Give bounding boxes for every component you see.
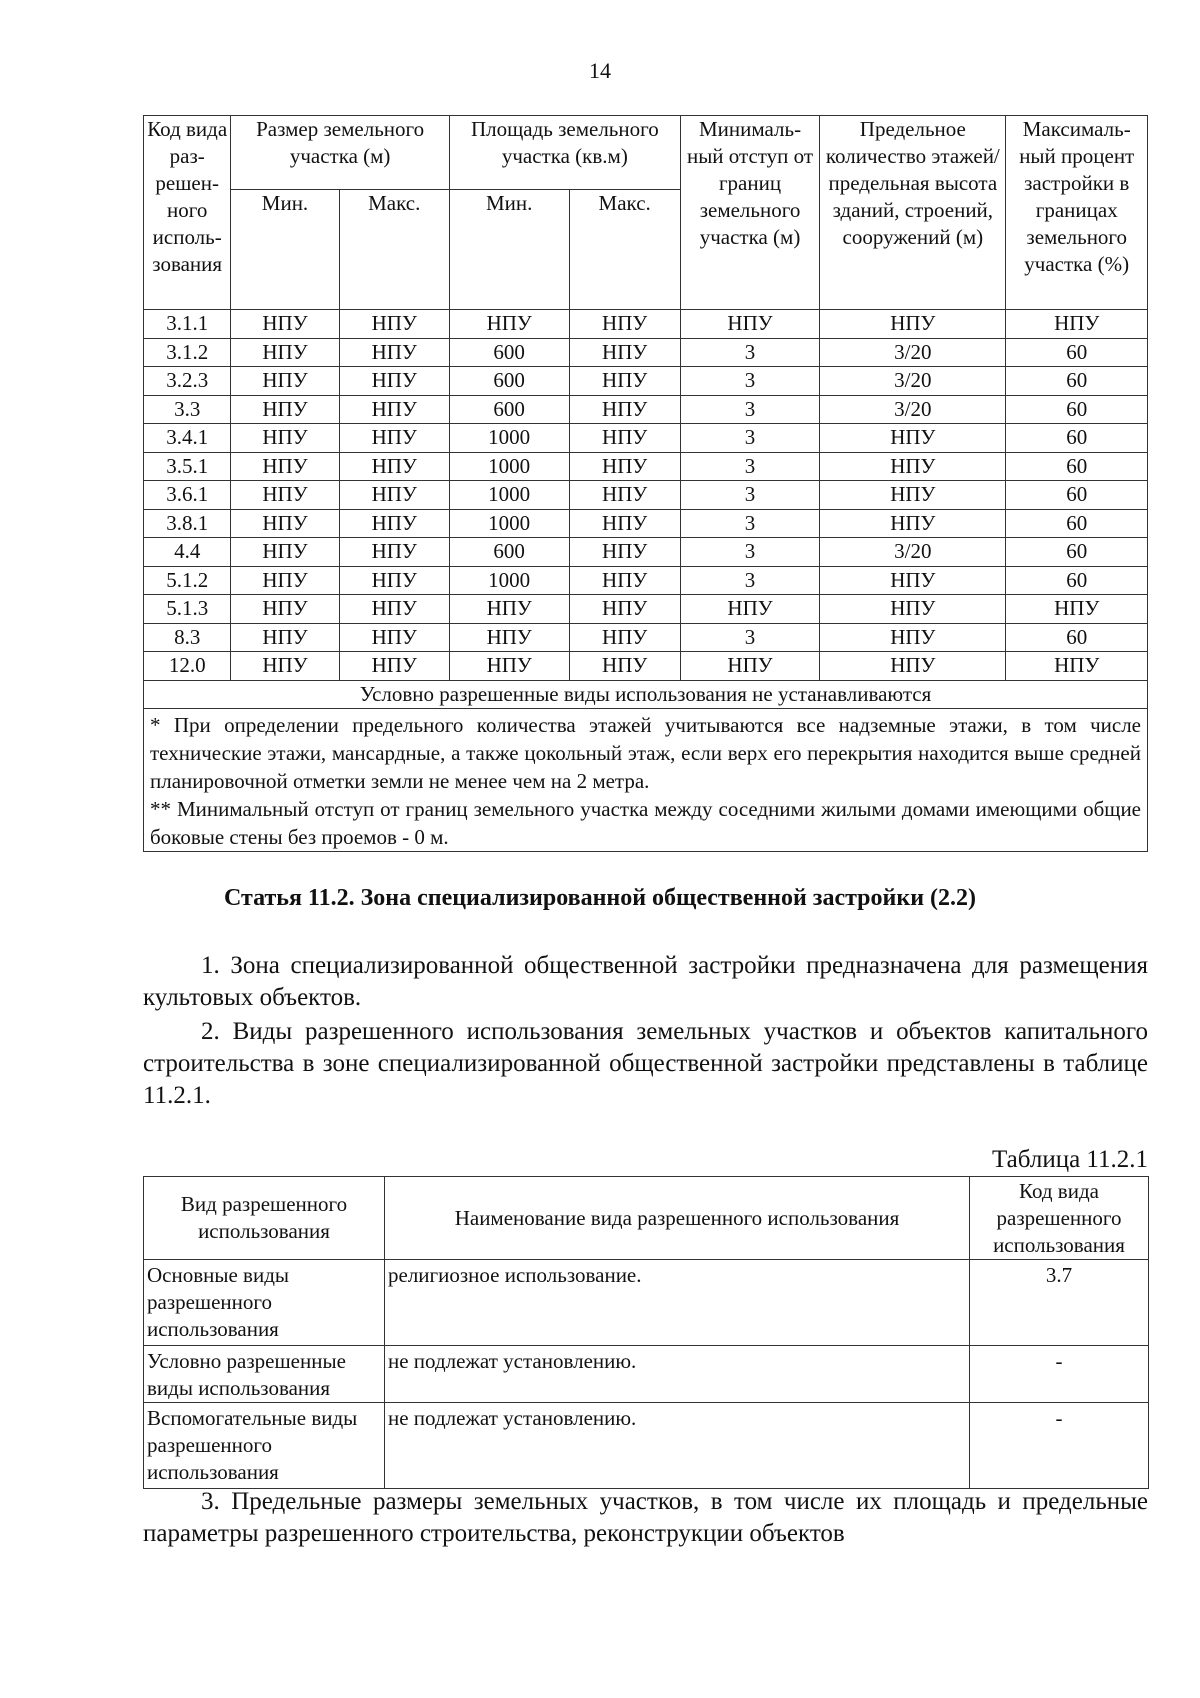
table-cell: 3/20 xyxy=(820,338,1006,367)
table-cell: НПУ xyxy=(339,623,449,652)
table-cell: НПУ xyxy=(680,310,819,339)
table-cell: НПУ xyxy=(569,481,680,510)
use-name-cell: религиозное использование. xyxy=(385,1260,970,1346)
use-code-cell: 3.8.1 xyxy=(144,509,231,538)
table-cell: 1000 xyxy=(449,566,569,595)
table-row xyxy=(144,566,1148,595)
table-cell: НПУ xyxy=(339,595,449,624)
table-cell: НПУ xyxy=(231,338,339,367)
table-cell: 60 xyxy=(1006,538,1148,567)
table-cell: НПУ xyxy=(231,367,339,396)
table-cell: НПУ xyxy=(820,310,1006,339)
footnotes-cell xyxy=(144,708,1148,851)
header-area-max: Макс. xyxy=(569,190,680,310)
table-cell: 1000 xyxy=(449,509,569,538)
table-cell: 1000 xyxy=(449,424,569,453)
table-row xyxy=(144,1260,1149,1346)
table-row xyxy=(144,338,1148,367)
table-cell: 60 xyxy=(1006,566,1148,595)
table-cell: 1000 xyxy=(449,452,569,481)
table-cell: НПУ xyxy=(339,367,449,396)
table-cell: 3 xyxy=(680,538,819,567)
table-cell: 3 xyxy=(680,424,819,453)
table-cell: НПУ xyxy=(820,424,1006,453)
table-cell: 60 xyxy=(1006,509,1148,538)
header-min-setback: Минималь-ный отступ от границ земельного участка (м) xyxy=(680,116,819,310)
table-cell: 3 xyxy=(680,338,819,367)
table-row xyxy=(144,1403,1149,1489)
table-row xyxy=(144,395,1148,424)
table-cell: НПУ xyxy=(569,566,680,595)
article-heading: Статья 11.2. Зона специализированной общественной застройки (2.2) xyxy=(223,885,976,911)
table-cell: НПУ xyxy=(231,424,339,453)
paragraph-3: 3. Предельные размеры земельных участков, в том числе их площадь и предельные параметры разрешенного строительства, реконструкции объектов xyxy=(143,1488,1148,1547)
table-cell: 3 xyxy=(680,367,819,396)
table-cell: 3 xyxy=(680,566,819,595)
table-caption: Таблица 11.2.1 xyxy=(992,1146,1148,1173)
header-size-min: Мин. xyxy=(231,190,339,310)
table-cell: НПУ xyxy=(339,310,449,339)
table-row xyxy=(144,538,1148,567)
table-cell: НПУ xyxy=(569,367,680,396)
table-cell: НПУ xyxy=(231,623,339,652)
table-cell: 3 xyxy=(680,623,819,652)
table-cell: НПУ xyxy=(820,623,1006,652)
table-cell: 3 xyxy=(680,481,819,510)
table-cell: 60 xyxy=(1006,367,1148,396)
table-row xyxy=(144,367,1148,396)
table-cell: НПУ xyxy=(820,481,1006,510)
use-code-cell: - xyxy=(970,1403,1149,1489)
header-plot-size: Размер земельного участка (м) xyxy=(231,116,449,190)
table-cell: НПУ xyxy=(569,623,680,652)
header-area-min: Мин. xyxy=(449,190,569,310)
table-cell: НПУ xyxy=(449,652,569,681)
table-cell: 3 xyxy=(680,509,819,538)
table-cell: НПУ xyxy=(231,652,339,681)
footnote-floors: * При определении предельного количества этажей учитываются все надземные этажи, в том числе технические этажи, мансардные, а также цокольный этаж, если верх его перекрытия находится выше средней планировочной отметки земли не менее чем на 2 метра. xyxy=(150,712,1141,793)
table-cell: НПУ xyxy=(569,424,680,453)
header-plot-area: Площадь земельного участка (кв.м) xyxy=(449,116,680,190)
table-cell: НПУ xyxy=(449,595,569,624)
use-code-cell: 3.1.1 xyxy=(144,310,231,339)
table-cell: 3 xyxy=(680,395,819,424)
zone-parameters-table xyxy=(143,115,1148,852)
table-cell: НПУ xyxy=(339,395,449,424)
table-cell: НПУ xyxy=(449,310,569,339)
table-cell: НПУ xyxy=(231,481,339,510)
table-cell: НПУ xyxy=(569,310,680,339)
use-name-cell: не подлежат установлению. xyxy=(385,1346,970,1403)
table-cell: 600 xyxy=(449,338,569,367)
table-row xyxy=(144,652,1148,681)
table-row xyxy=(144,481,1148,510)
table-cell: НПУ xyxy=(339,452,449,481)
use-kind-cell: Вспомогательные виды разрешенного использования xyxy=(144,1403,385,1489)
conditional-uses-note: Условно разрешенные виды использования не устанавливаются xyxy=(144,680,1148,708)
table-cell: 60 xyxy=(1006,338,1148,367)
table-cell: НПУ xyxy=(231,310,339,339)
use-name-cell: не подлежат установлению. xyxy=(385,1403,970,1489)
use-code-cell: 5.1.2 xyxy=(144,566,231,595)
table-cell: НПУ xyxy=(820,566,1006,595)
table-cell: НПУ xyxy=(231,566,339,595)
header-code: Код вида раз-решен-ного исполь-зования xyxy=(144,116,231,310)
table-cell: НПУ xyxy=(569,452,680,481)
table-cell: НПУ xyxy=(339,652,449,681)
use-code-cell: 12.0 xyxy=(144,652,231,681)
table-cell: НПУ xyxy=(820,509,1006,538)
table-cell: НПУ xyxy=(569,509,680,538)
table-row xyxy=(144,424,1148,453)
table-cell: 60 xyxy=(1006,623,1148,652)
table-cell: НПУ xyxy=(820,452,1006,481)
header-use-code: Код вида разрешенного использования xyxy=(970,1177,1149,1260)
table-cell: 60 xyxy=(1006,452,1148,481)
table-cell: НПУ xyxy=(339,424,449,453)
paragraph-1: 1. Зона специализированной общественной застройки предназначена для размещения культовых объектов. xyxy=(143,952,1148,1011)
table-cell: 600 xyxy=(449,395,569,424)
table-cell: 1000 xyxy=(449,481,569,510)
table-cell: 3/20 xyxy=(820,538,1006,567)
use-code-cell: 8.3 xyxy=(144,623,231,652)
table-cell: 3/20 xyxy=(820,367,1006,396)
table-cell: НПУ xyxy=(569,338,680,367)
table-cell: НПУ xyxy=(339,338,449,367)
use-code-cell: 3.4.1 xyxy=(144,424,231,453)
table-cell: НПУ xyxy=(231,395,339,424)
table-row xyxy=(144,509,1148,538)
table-cell: НПУ xyxy=(231,595,339,624)
table-cell: НПУ xyxy=(339,566,449,595)
header-use-name: Наименование вида разрешенного использования xyxy=(385,1177,970,1260)
use-kind-cell: Условно разрешенные виды использования xyxy=(144,1346,385,1403)
use-kind-cell: Основные виды разрешенного использования xyxy=(144,1260,385,1346)
zone-parameters-body xyxy=(144,310,1148,681)
table-cell: НПУ xyxy=(569,538,680,567)
table-row xyxy=(144,623,1148,652)
table-cell: НПУ xyxy=(680,595,819,624)
use-code-cell: 3.6.1 xyxy=(144,481,231,510)
table-cell: НПУ xyxy=(569,595,680,624)
table-cell: НПУ xyxy=(569,652,680,681)
table-cell: НПУ xyxy=(1006,310,1148,339)
page-number: 14 xyxy=(589,58,611,83)
table-cell: 3 xyxy=(680,452,819,481)
table-cell: НПУ xyxy=(231,452,339,481)
permitted-uses-table xyxy=(143,1176,1149,1489)
table-row xyxy=(144,452,1148,481)
use-code-cell: - xyxy=(970,1346,1149,1403)
table-cell: НПУ xyxy=(569,395,680,424)
table-cell: НПУ xyxy=(339,481,449,510)
table-cell: НПУ xyxy=(449,623,569,652)
table-cell: 60 xyxy=(1006,395,1148,424)
table-cell: НПУ xyxy=(231,509,339,538)
paragraph-2: 2. Виды разрешенного использования земельных участков и объектов капитального строительства в зоне специализированной общественной застройки представлены в таблице 11.2.1. xyxy=(143,1018,1148,1109)
table-cell: 60 xyxy=(1006,481,1148,510)
use-code-cell: 5.1.3 xyxy=(144,595,231,624)
table-cell: НПУ xyxy=(1006,652,1148,681)
header-floors-height: Предельное количество этажей/ предельная высота зданий, строений, сооружений (м) xyxy=(820,116,1006,310)
table-cell: НПУ xyxy=(680,652,819,681)
header-max-coverage: Максималь-ный процент застройки в границах земельного участка (%) xyxy=(1006,116,1148,310)
table-row xyxy=(144,310,1148,339)
use-code-cell: 4.4 xyxy=(144,538,231,567)
use-code-cell: 3.7 xyxy=(970,1260,1149,1346)
table-row xyxy=(144,595,1148,624)
table-cell: НПУ xyxy=(339,538,449,567)
use-code-cell: 3.1.2 xyxy=(144,338,231,367)
table-cell: 600 xyxy=(449,367,569,396)
table-cell: НПУ xyxy=(820,595,1006,624)
table-cell: 600 xyxy=(449,538,569,567)
table-cell: НПУ xyxy=(339,509,449,538)
footnote-setback: ** Минимальный отступ от границ земельного участка между соседними жилыми домами имеющими общие боковые стены без проемов - 0 м. xyxy=(150,796,1141,849)
table-cell: НПУ xyxy=(820,652,1006,681)
use-code-cell: 3.3 xyxy=(144,395,231,424)
table-cell: НПУ xyxy=(231,538,339,567)
header-size-max: Макс. xyxy=(339,190,449,310)
header-use-kind: Вид разрешенного использования xyxy=(144,1177,385,1260)
table-row xyxy=(144,1346,1149,1403)
table-cell: 3/20 xyxy=(820,395,1006,424)
table-cell: 60 xyxy=(1006,424,1148,453)
use-code-cell: 3.5.1 xyxy=(144,452,231,481)
use-code-cell: 3.2.3 xyxy=(144,367,231,396)
table-cell: НПУ xyxy=(1006,595,1148,624)
